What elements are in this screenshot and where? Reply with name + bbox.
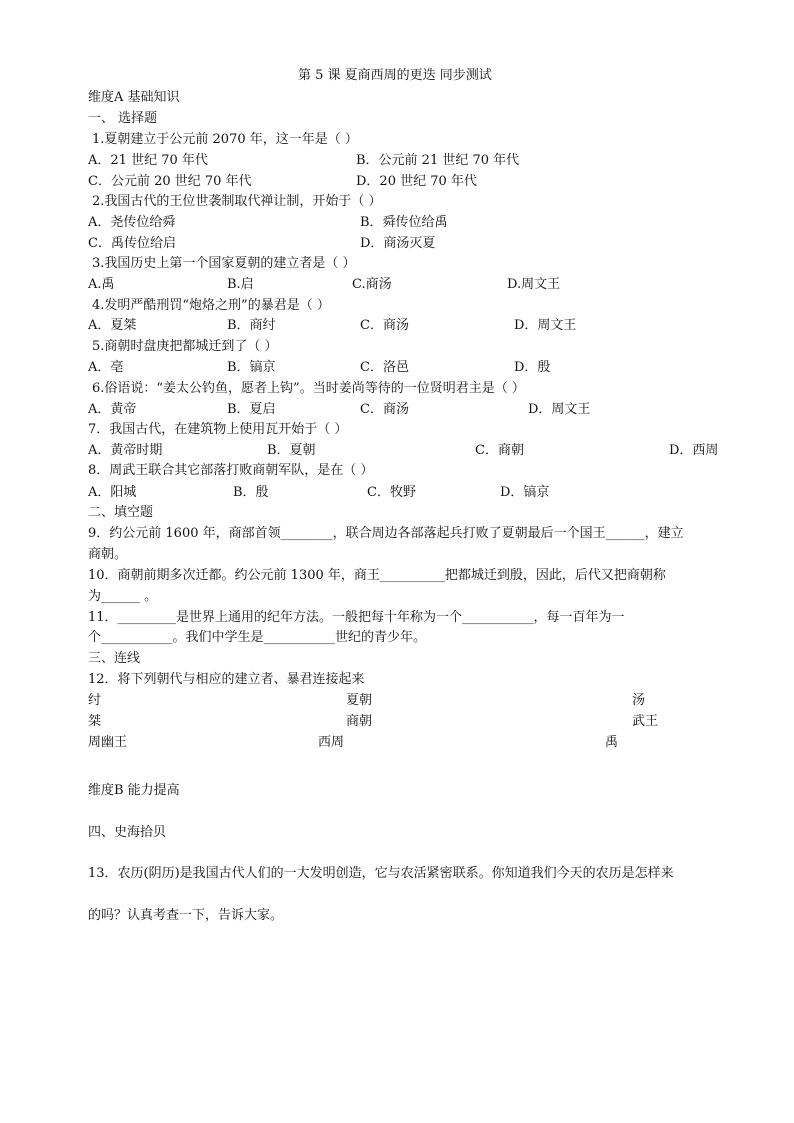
question-9-line: 9．约公元前 1600 年，商部首领________，联合周边各部落起兵打败了夏朝最后一个国王______，建立 [88,526,684,541]
question-6: 6.俗语说：“姜太公钓鱼，愿者上钩”。当时姜尚等待的一位贤明君主是（ ） [92,381,525,396]
question-1: 1.夏朝建立于公元前 2070 年，这一年是（ ） [92,132,358,147]
option: C．商朝 [475,443,524,458]
question-11-line: 11．_________是世界上通用的纪年方法。一般把每十年称为一个___________，每一百年为一 [88,610,625,625]
option: A．21 世纪 70 年代 [88,153,208,168]
match-left: 周幽王 [88,735,128,750]
option: C．禹传位给启 [88,236,176,251]
option: B．殷 [233,485,269,500]
section-match-heading: 三、连线 [88,651,141,666]
option: D.周文王 [507,277,561,292]
option: C．牧野 [367,485,416,500]
option: B．镐京 [227,360,276,375]
option: A．夏桀 [88,318,137,333]
option: A.禹 [88,277,115,292]
option: B.启 [227,277,254,292]
question-7: 7．我国古代，在建筑物上使用瓦开始于（ ） [88,422,348,437]
option: D．周文王 [528,402,591,417]
question-13-line: 13．农历(阴历)是我国古代人们的一大发明创造，它与农活紧密联系。你知道我们今天的农历是怎样来 [88,866,674,881]
option: D．周文王 [514,318,577,333]
match-right: 汤 [632,693,646,708]
option: D．西周 [669,443,719,458]
question-9-line: 商朝。 [88,547,128,562]
match-middle: 夏朝 [346,693,373,708]
option: D．商汤灭夏 [360,236,436,251]
question-10-line: 为______ 。 [88,589,158,604]
question-4: 4.发明严酷刑罚“炮烙之刑”的暴君是（ ） [92,298,330,313]
option: B．夏启 [227,402,276,417]
option: B．商纣 [227,318,276,333]
option: B．舜传位给禹 [360,215,448,230]
option: C．公元前 20 世纪 70 年代 [88,174,252,189]
option: C．洛邑 [360,360,409,375]
section-fill-heading: 二、填空题 [88,505,154,520]
option: B．公元前 21 世纪 70 年代 [356,153,520,168]
option: D．20 世纪 70 年代 [356,174,477,189]
match-right: 禹 [605,735,619,750]
match-middle: 西周 [318,735,345,750]
question-2: 2.我国古代的王位世袭制取代禅让制，开始于（ ） [92,194,382,209]
option: A．亳 [88,360,124,375]
option: D．殷 [514,360,551,375]
question-5: 5.商朝时盘庚把都城迁到了（ ） [92,339,278,354]
question-11-line: 个___________。我们中学生是___________世纪的青少年。 [88,630,427,645]
match-left: 桀 [88,714,102,729]
option: C.商汤 [352,277,392,292]
option: C．商汤 [360,318,409,333]
option: B．夏朝 [267,443,316,458]
question-12: 12．将下列朝代与相应的建立者、暴君连接起来 [88,672,365,687]
option: A．黄帝时期 [88,443,163,458]
option: A．尧传位给舜 [88,215,176,230]
section-history-heading: 四、史海拾贝 [88,825,167,840]
match-left: 纣 [88,693,102,708]
option: C．商汤 [360,402,409,417]
question-10-line: 10．商朝前期多次迁都。约公元前 1300 年，商王__________把都城迁到殷，因此，后代又把商朝称 [88,568,666,583]
option: A．阳城 [88,485,137,500]
page-title: 第 5 课 夏商西周的更迭 同步测试 [298,68,492,83]
question-3: 3.我国历史上第一个国家夏朝的建立者是（ ） [92,256,356,271]
dimension-a-heading: 维度A 基础知识 [88,90,180,105]
option: A．黄帝 [88,402,137,417]
option: D．镐京 [500,485,550,500]
match-middle: 商朝 [346,714,373,729]
section-choice-heading: 一、 选择题 [88,111,158,126]
question-8: 8．周武王联合其它部落打败商朝军队，是在（ ） [88,463,374,478]
question-13-line: 的吗？认真考查一下，告诉大家。 [88,908,284,923]
dimension-b-heading: 维度B 能力提高 [88,783,180,798]
match-right: 武王 [632,714,659,729]
